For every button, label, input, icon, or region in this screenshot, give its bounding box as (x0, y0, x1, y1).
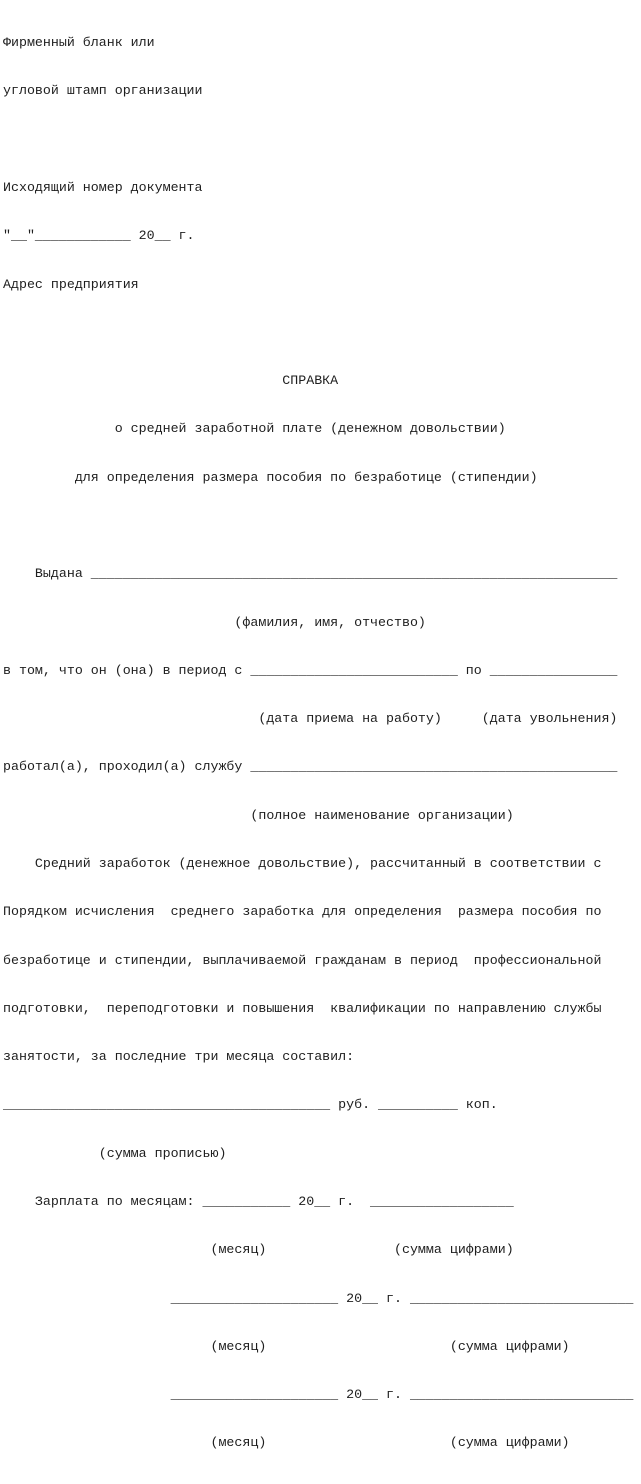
salary-captions-1: (месяц) (сумма цифрами) (3, 1242, 514, 1258)
issued-to-line: Выдана __________________________________________________________________ (3, 566, 618, 582)
period-captions: (дата приема на работу) (дата увольнения) (3, 711, 618, 727)
blank-line (3, 132, 633, 148)
salary-row-3: _____________________ 20__ г. ____________________________ (3, 1387, 634, 1403)
paragraph-line-4: подготовки, переподготовки и повышения квалификации по направлению службы (3, 1000, 602, 1016)
salary-row-2: _____________________ 20__ г. ____________________________ (3, 1290, 634, 1306)
org-caption: (полное наименование организации) (3, 807, 514, 823)
paragraph-line-3: безработице и стипендии, выплачиваемой гражданам в период профессиональной (3, 952, 602, 968)
amount-caption: (сумма прописью) (3, 1145, 227, 1161)
address-label: Адрес предприятия (3, 276, 139, 292)
date-blank-line: "__"____________ 20__ г. (3, 228, 195, 244)
letterhead-line-1: Фирменный бланк или (3, 35, 155, 51)
blank-line (3, 518, 633, 534)
letterhead-line-2: угловой штамп организации (3, 83, 203, 99)
amount-line: _________________________________________ руб. __________ коп. (3, 1097, 498, 1113)
outgoing-number-label: Исходящий номер документа (3, 180, 203, 196)
document-subtitle-2: для определения размера пособия по безработице (стипендии) (3, 469, 538, 485)
salary-captions-3: (месяц) (сумма цифрами) (3, 1435, 570, 1451)
fio-caption: (фамилия, имя, отчество) (3, 614, 426, 630)
document-text (3, 3, 633, 1484)
period-line: в том, что он (она) в период с __________________________ по ________________ (3, 662, 618, 678)
document-subtitle-1: о средней заработной плате (денежном довольствии) (3, 421, 506, 437)
service-line: работал(а), проходил(а) службу ______________________________________________ (3, 759, 618, 775)
salary-row-1: Зарплата по месяцам: ___________ 20__ г. __________________ (3, 1193, 514, 1209)
paragraph-line-5: занятости, за последние три месяца составил: (3, 1049, 355, 1065)
salary-captions-2: (месяц) (сумма цифрами) (3, 1338, 570, 1354)
document-title: СПРАВКА (3, 373, 339, 389)
paragraph-line-2: Порядком исчисления среднего заработка для определения размера пособия по (3, 904, 602, 920)
blank-line (3, 325, 633, 341)
paragraph-line-1: Средний заработок (денежное довольствие), рассчитанный в соответствии с (3, 855, 602, 871)
